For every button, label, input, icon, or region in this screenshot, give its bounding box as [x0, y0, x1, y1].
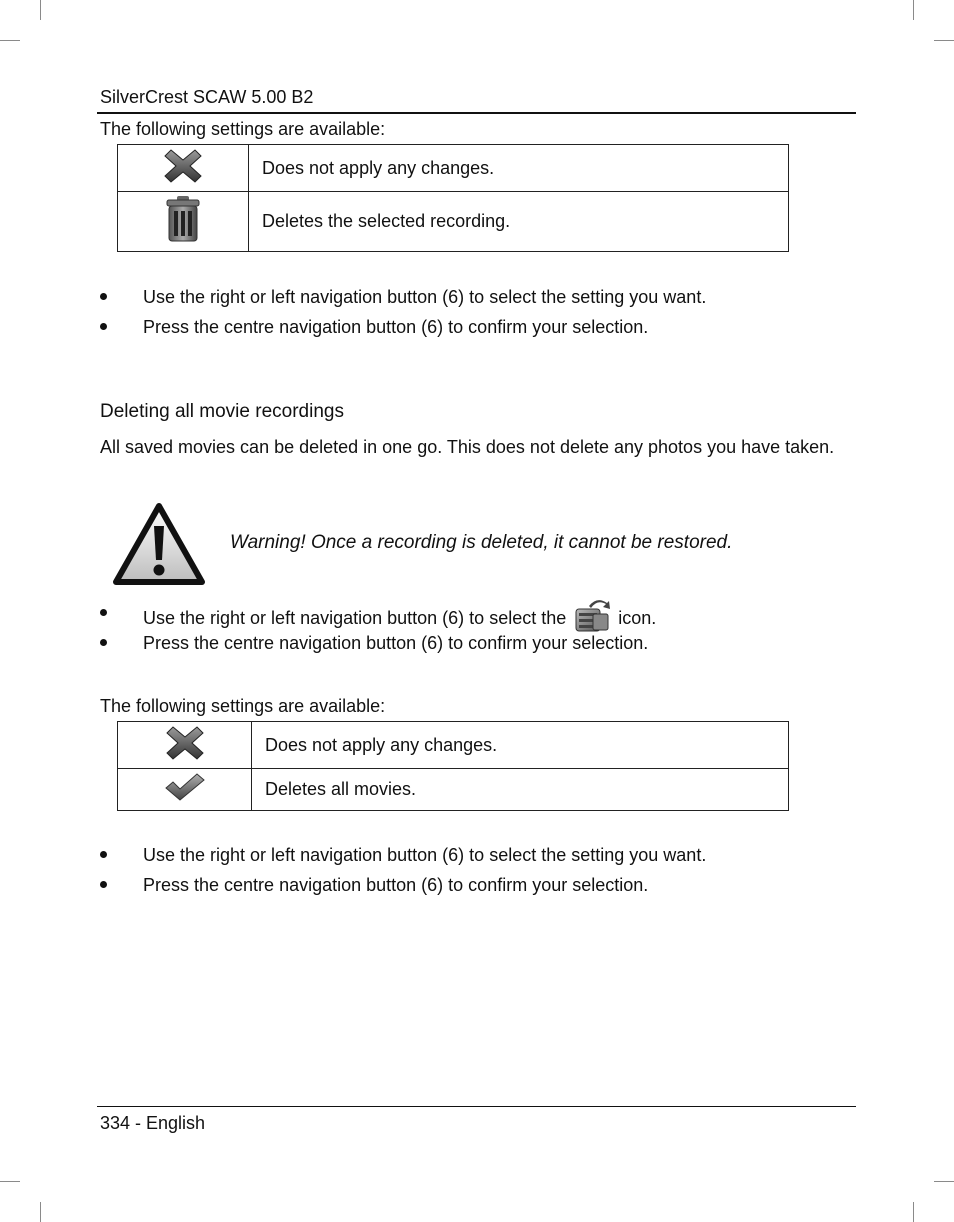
section-description: All saved movies can be deleted in one go. This does not delete any photos you have taken. [100, 437, 835, 457]
bullet-icon [100, 609, 107, 616]
crop-mark [934, 40, 954, 41]
list-item: Use the right or left navigation button (6) to select the setting you want. [100, 840, 860, 870]
bullet-icon [100, 881, 107, 888]
list-item: Press the centre navigation button (6) to confirm your selection. [100, 628, 860, 658]
instruction-list [100, 282, 860, 342]
list-item: Use the right or left navigation button (6) to select the setting you want. [100, 282, 860, 312]
table-row [118, 722, 789, 769]
crop-mark [934, 1181, 954, 1182]
bullet-icon [100, 293, 107, 300]
bullet-icon [100, 639, 107, 646]
crop-mark [40, 1202, 41, 1222]
table-row [118, 145, 789, 192]
instruction-list [100, 840, 860, 900]
footer-divider [97, 1106, 856, 1107]
crop-mark [913, 1202, 914, 1222]
section-heading: Deleting all movie recordings [100, 401, 344, 422]
icon-cell [118, 192, 249, 252]
crop-mark [913, 0, 914, 20]
warning-text: Warning! Once a recording is deleted, it cannot be restored. [230, 532, 733, 553]
settings-table [117, 144, 789, 252]
bullet-icon [100, 851, 107, 858]
page-number: 334 - English [100, 1113, 206, 1133]
cross-icon [165, 745, 205, 765]
table-row [118, 769, 789, 811]
setting-description: Does not apply any changes. [252, 722, 789, 769]
setting-description: Does not apply any changes. [249, 145, 789, 192]
trash-icon [164, 227, 202, 247]
table-row [118, 192, 789, 252]
setting-description: Deletes the selected recording. [249, 192, 789, 252]
setting-description: Deletes all movies. [252, 769, 789, 811]
settings-intro: The following settings are available: [100, 696, 386, 716]
list-item: Use the right or left navigation button (6) to select the icon. [100, 598, 860, 628]
icon-cell [118, 145, 249, 192]
document-title: SilverCrest SCAW 5.00 B2 [100, 87, 314, 107]
list-item: Press the centre navigation button (6) to confirm your selection. [100, 870, 860, 900]
header-divider [97, 112, 856, 114]
icon-cell [118, 769, 252, 811]
crop-mark [40, 0, 41, 20]
cross-icon [163, 168, 203, 188]
settings-intro: The following settings are available: [100, 119, 386, 139]
checkmark-icon [164, 786, 206, 806]
bullet-icon [100, 323, 107, 330]
crop-mark [0, 1181, 20, 1182]
icon-cell [118, 722, 252, 769]
crop-mark [0, 40, 20, 41]
list-item: Press the centre navigation button (6) to confirm your selection. [100, 312, 860, 342]
instruction-list [100, 598, 860, 658]
warning-icon [112, 502, 206, 591]
settings-table [117, 721, 789, 811]
